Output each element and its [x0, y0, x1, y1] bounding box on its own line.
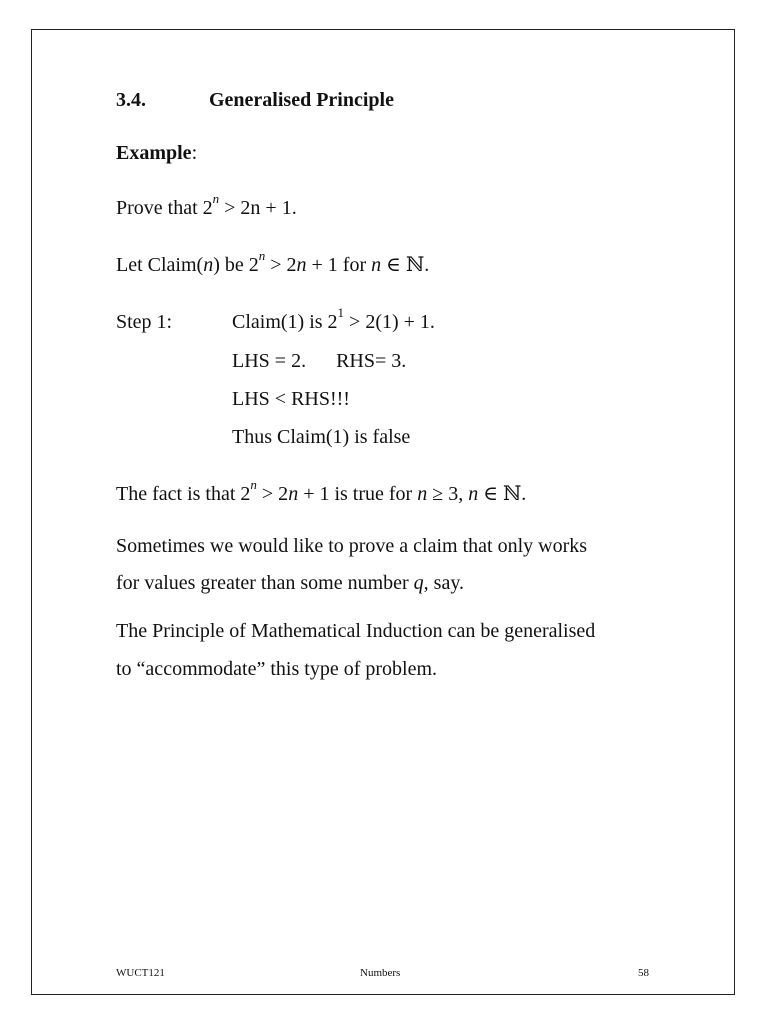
step1-base: 2	[327, 311, 338, 333]
let-claim-p4: + 1 for	[306, 254, 372, 276]
footer-page-number: 58	[638, 967, 649, 979]
fact-p4: ≥ 3,	[427, 483, 469, 505]
fact-var: n	[288, 483, 299, 505]
fact-base: 2	[240, 483, 251, 505]
fact-p5: ∈ ℕ.	[478, 483, 527, 505]
step1-claim-prefix: Claim(1) is	[232, 311, 328, 333]
fact-p3: + 1 is true for	[298, 483, 418, 505]
fact-p1: The fact is that	[116, 483, 241, 505]
prove-statement	[116, 191, 297, 220]
paragraph-2-line-1: The Principle of Mathematical Induction can be generalised	[116, 620, 596, 642]
step1-exponent: 1	[337, 305, 345, 321]
let-claim-exponent: n	[258, 248, 266, 264]
paragraph-1-line-2	[116, 572, 464, 595]
para1-q: q	[413, 572, 424, 594]
section-title: Generalised Principle	[209, 89, 394, 111]
section-number: 3.4.	[116, 89, 146, 111]
fact-statement	[116, 477, 527, 506]
prove-base: 2	[202, 197, 213, 219]
section-heading	[116, 89, 394, 112]
fact-var3: n	[468, 483, 479, 505]
step1-compare: LHS < RHS!!!	[232, 388, 350, 410]
let-claim-p1: Let Claim(	[116, 254, 204, 276]
let-claim-var: n	[203, 254, 214, 276]
let-claim-p3: > 2	[265, 254, 297, 276]
fact-p2: > 2	[256, 483, 289, 505]
let-claim-var3: n	[371, 254, 382, 276]
fact-var2: n	[417, 483, 428, 505]
let-claim-var2: n	[296, 254, 307, 276]
step1-label: Step 1:	[116, 311, 173, 333]
para1-line2-post: , say.	[423, 572, 465, 594]
example-colon: :	[191, 142, 198, 164]
prove-exponent: n	[212, 191, 220, 207]
page-frame	[31, 29, 735, 995]
let-claim-p2: ) be	[213, 254, 249, 276]
step1-claim-rest: > 2(1) + 1.	[344, 311, 435, 333]
let-claim-p5: ∈ ℕ.	[381, 254, 430, 276]
footer-course: WUCT121	[116, 967, 165, 979]
step1-claim	[232, 305, 435, 334]
fact-exponent: n	[250, 477, 257, 493]
step1-lhs: LHS = 2.	[232, 350, 307, 372]
footer-topic: Numbers	[360, 967, 401, 979]
example-label: Example	[116, 142, 192, 164]
paragraph-2-line-2: to “accommodate” this type of problem.	[116, 658, 438, 680]
example-label-line	[116, 142, 197, 165]
prove-prefix: Prove that	[116, 197, 203, 219]
let-claim-statement	[116, 248, 430, 277]
para1-line2-pre: for values greater than some number	[116, 572, 414, 594]
step1-rhs: RHS= 3.	[336, 350, 407, 372]
step1-lhs-rhs	[232, 350, 406, 373]
let-claim-base: 2	[248, 254, 259, 276]
paragraph-1-line-1: Sometimes we would like to prove a claim that only works	[116, 535, 588, 557]
step1-conclusion: Thus Claim(1) is false	[232, 426, 411, 448]
prove-rest: > 2n + 1.	[219, 197, 297, 219]
